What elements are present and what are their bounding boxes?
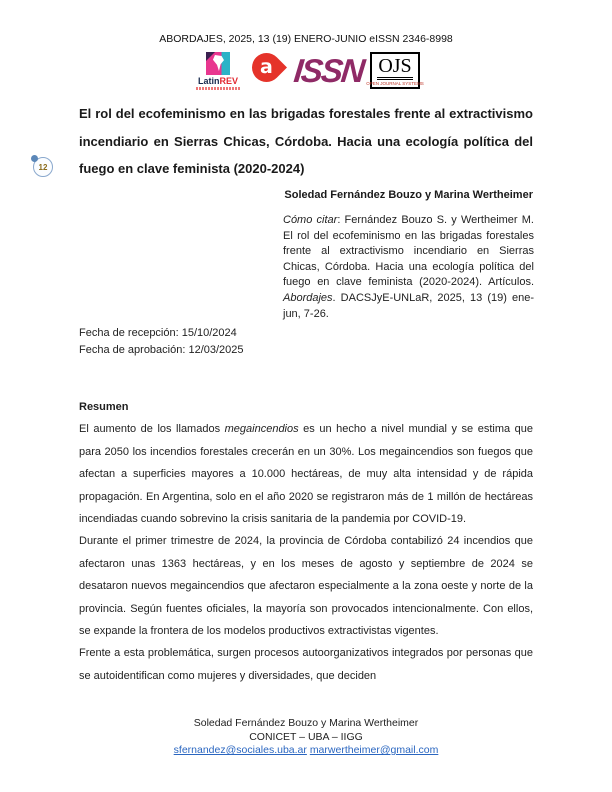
email-link-marwertheimer[interactable]: marwertheimer@gmail.com (309, 744, 439, 756)
email-link-sfernandez[interactable]: sfernandez@sociales.uba.ar (173, 744, 307, 756)
latinrev-logo (192, 52, 244, 90)
latinrev-wordmark-latin: Latin (197, 76, 220, 86)
issn-logo: ISSN (292, 52, 366, 89)
footer-affiliation: CONICET – UBA – IIGG (249, 730, 363, 743)
footer-authors: Soledad Fernández Bouzo y Marina Wertheimer (193, 717, 419, 729)
abstract-paragraph: El aumento de los llamados megaincendios es un hecho a nivel mundial y se estima que para 2050 los incendios forestales crecerán en un 30%. Los megaincendios son fuegos que afectan a superficies mayores a 10.000 hectáreas, de muy alta intensidad y de rápida propagación. En Argentina, solo en el año 2020 se registraron más de 1 millón de hectáreas incendiadas cuando sobrevino la crisis sanitaria de la pandemia por COVID-19. (79, 423, 533, 526)
approval-date: Fecha de aprobación: 12/03/2025 (79, 344, 244, 356)
a-bubble-letter: a (260, 55, 273, 78)
latinrev-map-icon (206, 52, 230, 75)
page-footer (0, 717, 612, 758)
ojs-subtitle: OPEN JOURNAL SYSTEMS (366, 81, 424, 86)
latinrev-tagline (196, 87, 240, 90)
ojs-wordmark: OJS (377, 55, 412, 80)
abstract-paragraph: Durante el primer trimestre de 2024, la provincia de Córdoba contabilizó 24 incendios que afectaron unas 1363 hectáreas, y en los meses de agosto y septiembre de 2024 se desataron nuevos megaincendios que afectaron especialmente a la zona oeste y norte de la provincia. Según fuentes oficiales, la mayoría son provocados intencionalmente. Con ellos, se expande la frontera de los modelos productivos extractivistas vigentes. (79, 535, 533, 638)
dates-block (79, 325, 533, 359)
latinrev-wordmark (198, 76, 238, 86)
reception-date: Fecha de recepción: 15/10/2024 (79, 327, 237, 339)
abstract-section (79, 396, 533, 687)
a-journal-logo (251, 52, 287, 90)
footer-emails (0, 744, 612, 758)
authors-line: Soledad Fernández Bouzo y Marina Wertheimer (284, 189, 533, 201)
abstract-heading: Resumen (79, 401, 129, 413)
abstract-paragraph: Frente a esta problemática, surgen procesos autoorganizativos integrados por personas que se autoidentifican como mujeres y diversidades, que deciden (79, 647, 533, 682)
ojs-logo (366, 52, 424, 89)
a-bubble-icon (246, 47, 287, 88)
article-title: El rol del ecofeminismo en las brigadas forestales frente al extractivismo incendiario en Sierras Chicas, Córdoba. Hacia una ecología política del fuego en clave feminista (2020-2024) (79, 106, 533, 176)
logo-row (0, 52, 612, 90)
citation-block: Cómo citar: Fernández Bouzo S. y Wertheimer M. El rol del ecofeminismo en las brigadas forestales frente al extractivismo incendiario en Sierras Chicas, Córdoba. Hacia una ecología política del fuego en clave feminista (2020-2024). Artículos. Abordajes. DACSJyE-UNLaR, 2025, 13 (19) ene-jun, 7-26. (283, 214, 534, 320)
comment-annotation-bubble[interactable] (31, 155, 54, 178)
latinrev-wordmark-rev: REV (219, 76, 238, 86)
journal-header-line: ABORDAJES, 2025, 13 (19) ENERO-JUNIO eISSN 2346-8998 (159, 33, 453, 45)
comment-dot-icon (31, 155, 38, 162)
comment-count[interactable]: 12 (33, 157, 53, 177)
